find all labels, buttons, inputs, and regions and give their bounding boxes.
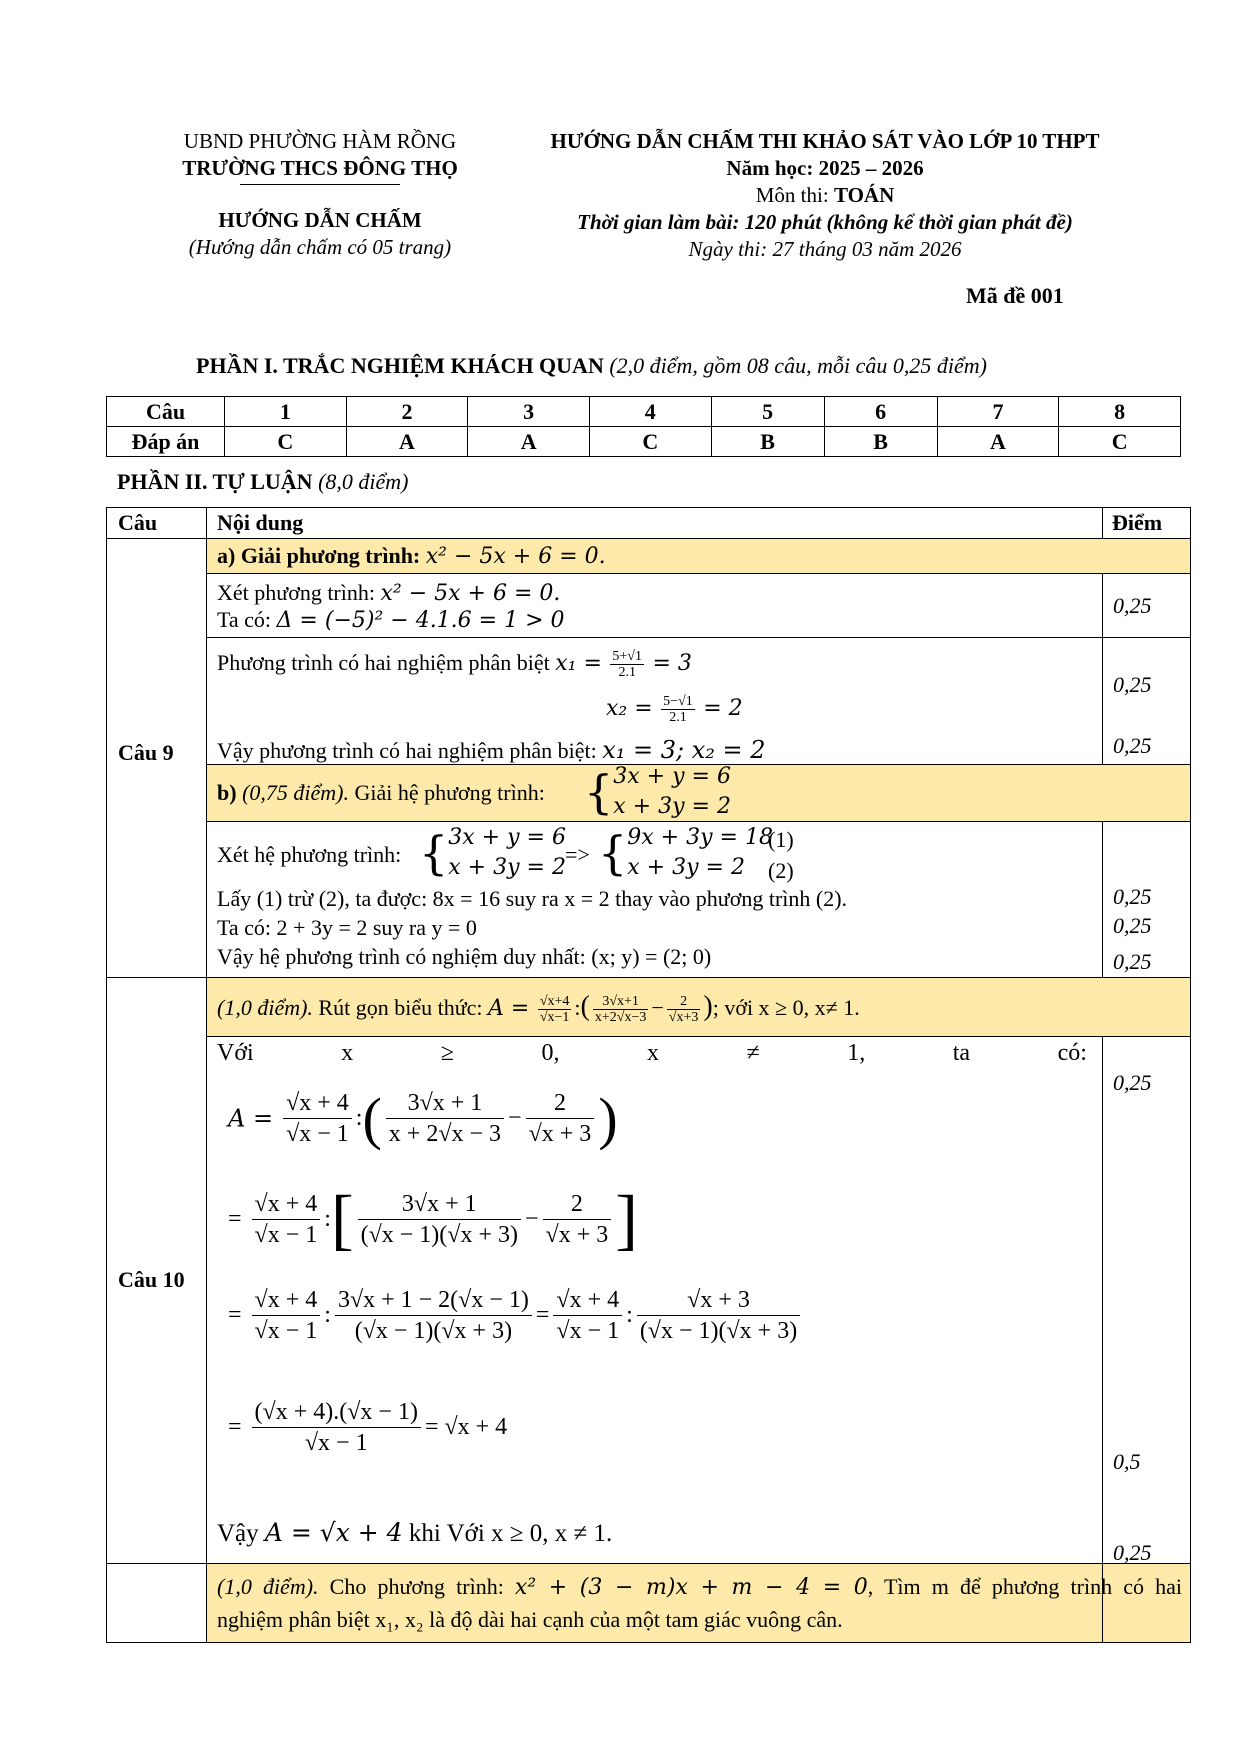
part1-title: [196, 353, 987, 379]
q9b-title-t: Giải hệ phương trình:: [348, 780, 545, 805]
q-7: 7: [937, 397, 1059, 427]
q9b-sysb-eq2: x + 3y = 2: [627, 855, 745, 880]
q11-title-line2: nghiệm phân biệt x₁, x₂ là độ dài hai cạnh của một tam giác vuông cân.: [217, 1607, 843, 1632]
colon: :: [324, 1206, 331, 1232]
paren-left: (: [580, 991, 590, 1022]
den: x + 2√x − 3: [388, 1121, 502, 1147]
brace-icon: {: [419, 826, 449, 880]
num: 2: [543, 1189, 612, 1220]
exam-code: Mã đề 001: [966, 283, 1064, 308]
q10-title-i: (1,0 điểm).: [217, 995, 313, 1020]
minus: −: [508, 1105, 522, 1131]
num: 3√x + 1 − 2(√x − 1): [335, 1285, 532, 1316]
q9a-line3-text: Phương trình có hai nghiệm phân biệt: [217, 650, 556, 675]
q9b-tag2: (2): [768, 858, 794, 883]
score: 0,25: [1113, 949, 1152, 974]
num: √x + 4: [252, 1285, 321, 1316]
q9a-line2: [217, 605, 565, 635]
num: √x + 4: [283, 1088, 352, 1119]
step4-frac: [252, 1397, 421, 1458]
q9a-line4: [217, 736, 766, 765]
f2-den: x+2√x−3: [594, 1010, 647, 1026]
q-6: 6: [824, 397, 937, 427]
duration: Thời gian làm bài: 120 phút (không kể thời gian phát đề): [577, 210, 1073, 234]
score: 0,25: [1113, 1540, 1152, 1565]
q9b-title-b: b): [217, 780, 237, 805]
paren-right: ): [703, 991, 713, 1022]
q10-step3: [228, 1285, 804, 1346]
q9b-line4: Vậy hệ phương trình có nghiệm duy nhất: (x; y) = (2; 0): [217, 944, 712, 969]
q-2: 2: [346, 397, 468, 427]
step3-frac-b: [335, 1285, 532, 1346]
den: √x − 1: [286, 1121, 349, 1147]
q9a-x1: x₁ =: [555, 651, 602, 676]
part2-title-bold: PHẦN II. TỰ LUẬN: [117, 469, 313, 494]
ans-7: A: [937, 427, 1059, 457]
q9b-tag1: (1): [768, 827, 794, 852]
q9a-line4-text: Vậy phương trình có hai nghiệm phân biệt:: [217, 738, 603, 763]
q10-line1: [217, 1040, 1087, 1067]
answer-table: [106, 396, 1181, 457]
q9b-system-lines: [613, 762, 731, 822]
answer-table-row-answers: [107, 427, 1181, 457]
q9a-x1-den: 2.1: [618, 665, 636, 681]
q9a-line1-text: Xét phương trình:: [217, 580, 381, 605]
q11-title-i: (1,0 điểm).: [217, 1574, 319, 1599]
q9b-line2: Lấy (1) trừ (2), ta được: 8x = 16 suy ra x = 2 thay vào phương trình (2).: [217, 886, 848, 911]
word: ta: [952, 1040, 971, 1066]
q-5: 5: [711, 397, 824, 427]
ans-6: B: [824, 427, 937, 457]
f3-num: 2: [667, 994, 701, 1010]
q10-final: [217, 1518, 612, 1548]
page-count-note: (Hướng dẫn chấm có 05 trang): [188, 235, 452, 259]
num: (√x + 4).(√x − 1): [252, 1397, 421, 1428]
q9a-title-text: a) Giải phương trình:: [217, 543, 426, 568]
paren-right: ): [598, 1086, 618, 1151]
q10-title-t: Rút gọn biểu thức:: [312, 995, 488, 1020]
q9a-line3: [217, 648, 692, 680]
q10-title-f1: [538, 994, 572, 1025]
step1-frac-c: [526, 1088, 595, 1149]
den: (√x − 1)(√x + 3): [354, 1318, 513, 1344]
subject-prefix: Môn thi:: [755, 183, 834, 207]
q9a-x1-res: = 3: [652, 651, 692, 676]
q9a-line1-eq: x² − 5x + 6 = 0.: [380, 581, 561, 606]
bracket-left: [: [330, 1181, 354, 1257]
score: 0,25: [1113, 672, 1152, 697]
q9a-x2: x₂ =: [606, 696, 653, 721]
minus: −: [651, 995, 664, 1020]
q9a-line1: [217, 578, 560, 608]
q11-title-t2: , Tìm m để phương trình có hai: [867, 1574, 1182, 1599]
q9b-title: [217, 778, 545, 807]
step1-frac-a: [283, 1088, 352, 1149]
part1-title-bold: PHẦN I. TRẮC NGHIỆM KHÁCH QUAN: [196, 353, 604, 378]
q9a-x2-frac: [661, 694, 695, 725]
eq: =: [535, 1302, 550, 1328]
num: 2: [526, 1088, 595, 1119]
score: 0,25: [1113, 593, 1152, 618]
colon: :: [626, 1302, 633, 1328]
q10-title: [217, 992, 860, 1025]
q10-title-f3: [667, 994, 701, 1025]
eq: =: [228, 1206, 242, 1232]
step1-lhs: A =: [228, 1104, 274, 1133]
part2-title-italic: (8,0 điểm): [318, 469, 409, 494]
q9b-system-b-lines: [627, 823, 773, 883]
f3-den: √x+3: [668, 1010, 699, 1026]
word: x: [341, 1040, 354, 1066]
q9a-line3b: [606, 693, 743, 725]
ans-4: C: [589, 427, 711, 457]
den: (√x − 1)(√x + 3): [639, 1318, 798, 1344]
q10-label: Câu 10: [118, 1267, 185, 1292]
part1-title-italic: (2,0 điểm, gồm 08 câu, mỗi câu 0,25 điểm): [609, 353, 987, 378]
score: 0,25: [1113, 733, 1152, 758]
minus: −: [524, 1206, 539, 1232]
word: ≠: [746, 1040, 760, 1066]
q11-eq: x² + (3 − m)x + m − 4 = 0: [514, 1575, 868, 1600]
den: √x + 3: [545, 1222, 609, 1248]
ans-1: C: [225, 427, 347, 457]
word: 1,: [847, 1040, 866, 1066]
school-block: [120, 128, 520, 261]
q9a-x1-frac: [610, 649, 644, 680]
colon: :: [324, 1302, 331, 1328]
num: √x + 3: [637, 1285, 800, 1316]
q9a-title-eq: x² − 5x + 6 = 0.: [425, 544, 606, 569]
row-line: [207, 637, 1190, 638]
q9a-x1-num: 5+√1: [612, 649, 642, 665]
q9b-line1: Xét hệ phương trình:: [217, 842, 402, 867]
col-divider-1: [206, 507, 207, 1643]
den: √x − 1: [556, 1318, 620, 1344]
word: Với: [217, 1040, 254, 1066]
word: 0,: [541, 1040, 560, 1066]
num: 3√x + 1: [358, 1189, 521, 1220]
q9a-x2-res: = 2: [703, 696, 743, 721]
f1-num: √x+4: [539, 994, 570, 1010]
step3-frac-d: [637, 1285, 800, 1346]
underline-divider: [240, 184, 400, 185]
word: x: [647, 1040, 659, 1066]
q9b-system-a: [419, 823, 566, 883]
brace-icon: {: [598, 826, 628, 880]
score: 0,5: [1113, 1449, 1141, 1474]
den: √x + 3: [528, 1121, 592, 1147]
col-header-diem: Điểm: [1112, 510, 1163, 535]
q9b-sys-eq2: x + 3y = 2: [613, 794, 731, 819]
final-text: Vậy: [217, 1520, 265, 1547]
ans-8: C: [1059, 427, 1181, 457]
q9a-line2-eq: Δ = (−5)² − 4.1.6 = 1 > 0: [276, 608, 565, 633]
part2-title: [117, 469, 409, 495]
col-header-cau: Câu: [118, 510, 158, 535]
q10-step2: [228, 1180, 638, 1259]
step2-frac-c: [543, 1189, 612, 1250]
bracket-right: ]: [615, 1181, 638, 1257]
q11-title-t1: Cho phương trình:: [318, 1574, 515, 1599]
q9a-x2-num: 5−√1: [663, 694, 693, 710]
q-4: 4: [589, 397, 711, 427]
brace-icon: {: [584, 765, 614, 819]
q9b-sysb-eq1: 9x + 3y = 18: [627, 825, 773, 850]
q9b-sys-eq1: 3x + y = 6: [613, 764, 731, 789]
q-3: 3: [468, 397, 590, 427]
step2-frac-b: [358, 1189, 521, 1250]
row-label-dapan: Đáp án: [107, 427, 225, 457]
subject-name: TOÁN: [833, 183, 895, 207]
colon: :: [355, 1105, 363, 1131]
step3-frac-a: [252, 1285, 321, 1346]
ans-3: A: [468, 427, 590, 457]
exam-block: [510, 128, 1140, 263]
step3-frac-c: [553, 1285, 622, 1346]
q11-title-line1: [217, 1571, 1182, 1604]
q9b-system-b: [598, 823, 773, 883]
q9a-x2-den: 2.1: [669, 710, 687, 726]
col-header-noidung: Nội dung: [217, 510, 304, 535]
word: có:: [1057, 1040, 1087, 1066]
district-name: UBND PHƯỜNG HÀM RỒNG: [183, 129, 457, 153]
answer-table-row-questions: [107, 397, 1181, 427]
num: 3√x + 1: [386, 1088, 504, 1119]
paren-left: (: [362, 1086, 382, 1151]
ans-2: A: [346, 427, 468, 457]
q10-step4: [228, 1397, 507, 1458]
exam-title: HƯỚNG DẪN CHẤM THI KHẢO SÁT VÀO LỚP 10 THPT: [550, 129, 1100, 153]
q9b-line3: Ta có: 2 + 3y = 2 suy ra y = 0: [217, 915, 477, 940]
den: √x − 1: [304, 1430, 368, 1456]
final-rest: khi Với x ≥ 0, x ≠ 1.: [402, 1520, 613, 1547]
q9b-arrow: =>: [565, 842, 590, 867]
step1-frac-b: [386, 1088, 504, 1149]
step2-frac-a: [252, 1189, 321, 1250]
col-divider-2: [1102, 507, 1103, 1643]
q9b-title-i: (0,75 điểm).: [236, 780, 349, 805]
q-1: 1: [225, 397, 347, 427]
doc-type: HƯỚNG DẪN CHẤM: [218, 208, 422, 232]
colon: :: [574, 995, 581, 1020]
score: 0,25: [1113, 913, 1152, 938]
word: ≥: [440, 1040, 454, 1066]
q9a-line2-text: Ta có:: [217, 607, 277, 632]
num: √x + 4: [553, 1285, 622, 1316]
f2-num: 3√x+1: [593, 994, 648, 1010]
final-eq: A = √x + 4: [264, 1518, 403, 1547]
eq: =: [228, 1302, 242, 1328]
den: √x − 1: [254, 1318, 318, 1344]
exam-date: Ngày thi: 27 tháng 03 năm 2026: [688, 237, 962, 261]
school-year: Năm học: 2025 – 2026: [726, 156, 924, 180]
subject-line: [510, 182, 1140, 209]
score: 0,25: [1113, 884, 1152, 909]
q9a-title: [217, 541, 606, 571]
score: 0,25: [1113, 1070, 1152, 1095]
f1-den: √x−1: [539, 1010, 570, 1026]
q10-step1: [228, 1085, 618, 1152]
q10-title-A: A =: [488, 996, 530, 1021]
ans-5: B: [711, 427, 824, 457]
den: (√x − 1)(√x + 3): [360, 1222, 518, 1248]
q9-label: Câu 9: [118, 740, 174, 765]
q9b-system: [584, 762, 731, 822]
q10-title-f2: [593, 994, 648, 1025]
school-name: TRƯỜNG THCS ĐÔNG THỌ: [182, 156, 458, 180]
q9b-sysa-eq1: 3x + y = 6: [448, 825, 566, 850]
row-label-cau: Câu: [107, 397, 225, 427]
q9a-line4-eq: x₁ = 3; x₂ = 2: [602, 736, 766, 764]
eq: =: [228, 1414, 242, 1440]
q10-cond: ; với x ≥ 0, x≠ 1.: [712, 995, 860, 1020]
q9b-sysa-eq2: x + 3y = 2: [448, 855, 566, 880]
q9b-system-a-lines: [448, 823, 566, 883]
q-8: 8: [1059, 397, 1181, 427]
den: √x − 1: [254, 1222, 318, 1248]
step4-res: = √x + 4: [424, 1414, 508, 1440]
num: √x + 4: [252, 1189, 321, 1220]
